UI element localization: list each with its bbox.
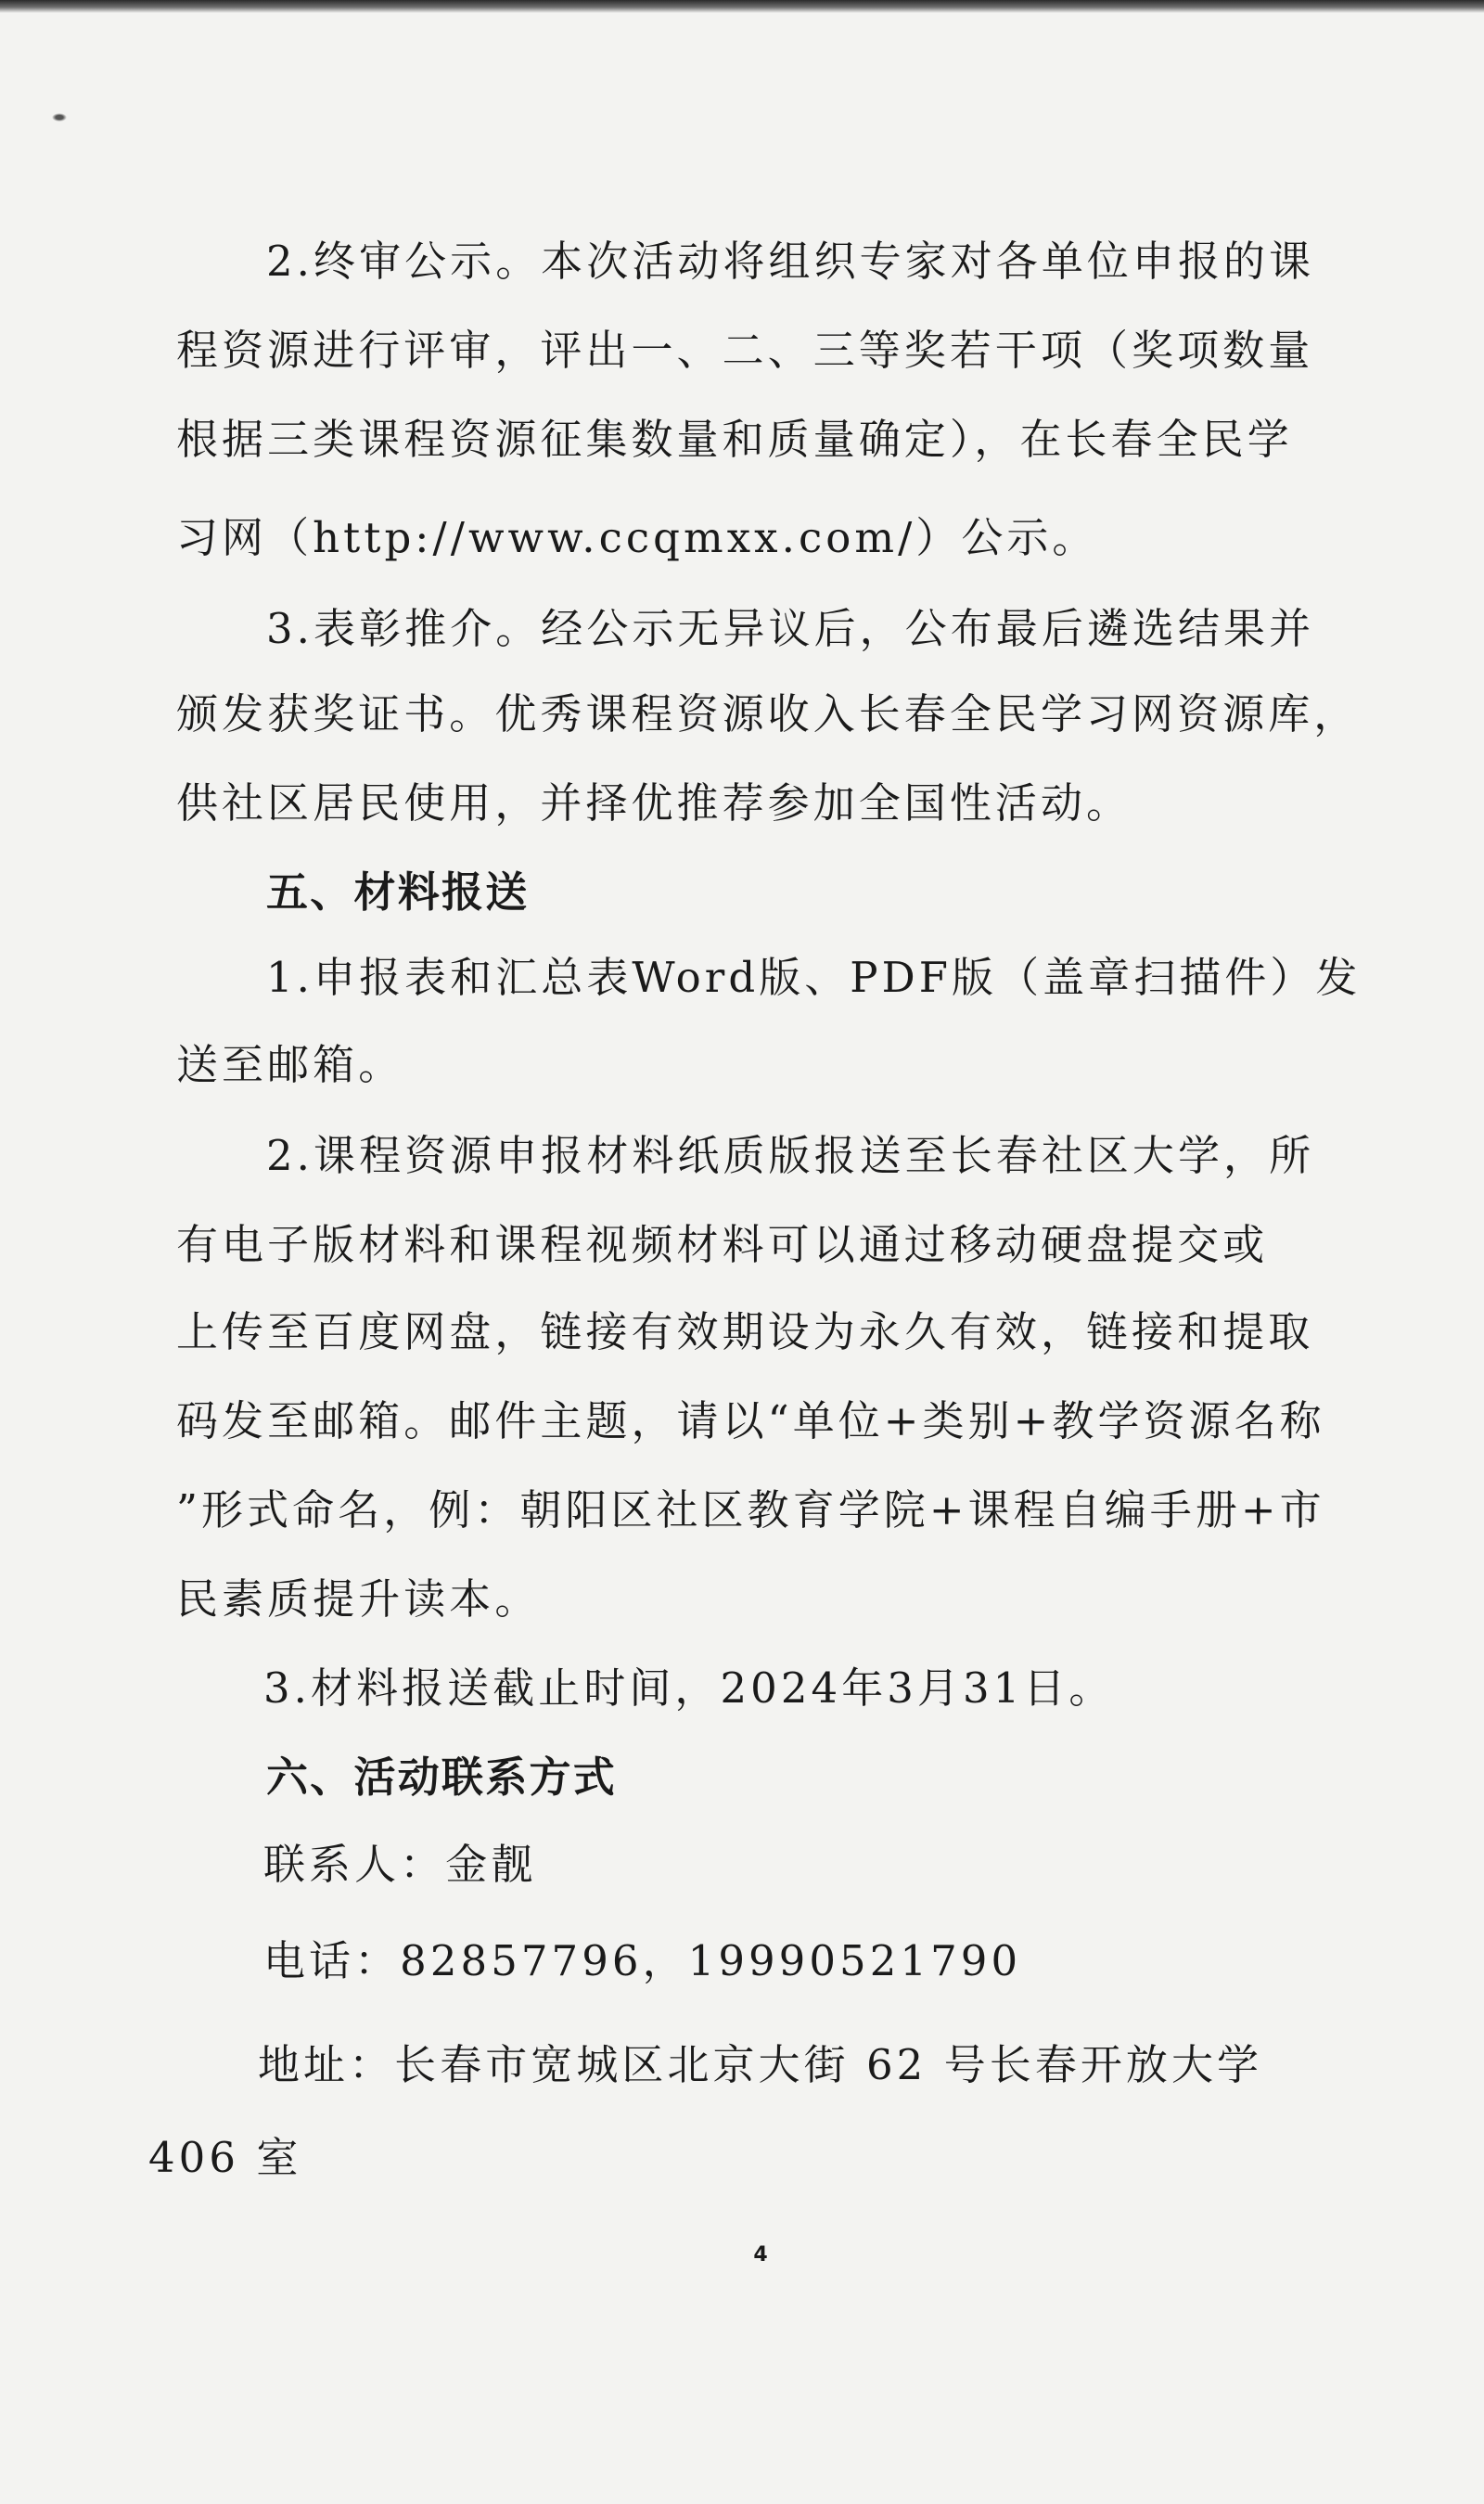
paragraph-line: 习网（http://www.ccqmxx.com/）公示。: [176, 513, 1098, 562]
paragraph-line: 根据三类课程资源征集数量和质量确定），在长春全民学: [176, 415, 1293, 464]
paragraph-line: 3.表彰推介。经公示无异议后，公布最后遴选结果并: [266, 604, 1315, 653]
paragraph-line: 民素质提升读本。: [176, 1574, 541, 1624]
contact-person: 联系人：金靓: [263, 1840, 537, 1889]
paragraph-line: 2.课程资源申报材料纸质版报送至长春社区大学，所: [266, 1131, 1315, 1180]
paragraph-line: 有电子版材料和课程视频材料可以通过移动硬盘提交或: [176, 1220, 1269, 1269]
contact-address-room: 406 室: [148, 2133, 302, 2182]
paragraph-line: 1.申报表和汇总表Word版、PDF版（盖章扫描件）发: [266, 953, 1362, 1002]
contact-address: 地址：长春市宽城区北京大街 62 号长春开放大学: [258, 2040, 1263, 2089]
paragraph-line: 码发至邮箱。邮件主题，请以“单位+类别+教学资源名称: [176, 1396, 1325, 1445]
paragraph-line: 3.材料报送截止时间，2024年3月31日。: [263, 1663, 1115, 1713]
paragraph-line: 供社区居民使用，并择优推荐参加全国性活动。: [176, 778, 1132, 828]
scan-speck: [52, 113, 67, 122]
paragraph-line: 颁发获奖证书。优秀课程资源收入长春全民学习网资源库，: [176, 689, 1360, 738]
contact-phone: 电话：82857796，19990521790: [263, 1936, 1022, 1985]
paragraph-line: 2.终审公示。本次活动将组织专家对各单位申报的课: [266, 237, 1315, 286]
section-heading: 六、活动联系方式: [266, 1753, 618, 1802]
paragraph-line: ”形式命名，例：朝阳区社区教育学院+课程自编手册+市: [176, 1485, 1325, 1535]
page-number: 4: [753, 2243, 768, 2266]
paragraph-line: 送至邮箱。: [176, 1040, 404, 1089]
section-heading: 五、材料报送: [266, 867, 530, 917]
paragraph-line: 上传至百度网盘，链接有效期设为永久有效，链接和提取: [176, 1307, 1314, 1356]
paragraph-line: 程资源进行评审，评出一、二、三等奖若干项（奖项数量: [176, 326, 1314, 375]
scan-top-edge: [0, 0, 1484, 13]
